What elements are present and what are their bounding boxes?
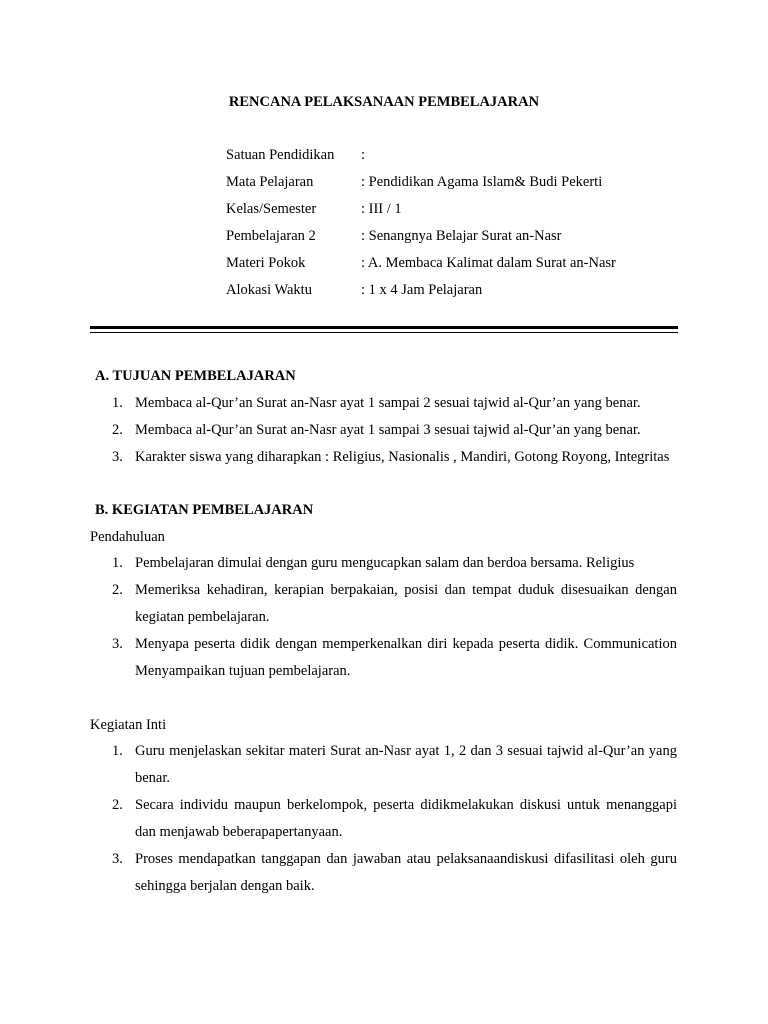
- identity-value: : III / 1: [361, 201, 402, 217]
- list-item: [0, 577, 768, 631]
- divider-thick: [90, 326, 678, 329]
- list-text: Membaca al-Qur’an Surat an-Nasr ayat 1 sampai 3 sesuai tajwid al-Qur’an yang benar.: [135, 422, 641, 438]
- identity-label: Alokasi Waktu: [226, 282, 312, 298]
- list-text: Menyapa peserta didik dengan memperkenalkan diri kepada peserta didik. Communication Menyampaikan tujuan pembelajaran.: [135, 636, 677, 679]
- list-text: Guru menjelaskan sekitar materi Surat an-Nasr ayat 1, 2 dan 3 sesuai tajwid al-Qur’an yang benar.: [135, 743, 677, 786]
- pendahuluan-list: [0, 550, 768, 685]
- list-item: [0, 444, 768, 471]
- identity-row-kelas: [226, 200, 616, 227]
- identity-label: Kelas/Semester: [226, 201, 317, 217]
- identity-value: : 1 x 4 Jam Pelajaran: [361, 282, 483, 298]
- list-number: 1.: [112, 555, 123, 571]
- list-number: 3.: [112, 449, 123, 465]
- divider-thin: [90, 332, 678, 333]
- list-number: 2.: [112, 582, 123, 598]
- list-number: 2.: [112, 797, 123, 813]
- identity-table: [226, 146, 616, 308]
- identity-row-alokasi: [226, 281, 616, 308]
- identity-label: Mata Pelajaran: [226, 174, 314, 190]
- identity-row-mapel: [226, 173, 616, 200]
- list-number: 1.: [112, 395, 123, 411]
- identity-label: Materi Pokok: [226, 255, 306, 271]
- list-item: [0, 631, 768, 685]
- list-text: Karakter siswa yang diharapkan : Religius, Nasionalis , Mandiri, Gotong Royong, Integritas: [135, 449, 670, 465]
- pendahuluan-label: Pendahuluan: [90, 529, 165, 545]
- kegiatan-inti-label: Kegiatan Inti: [90, 717, 167, 733]
- list-item: [0, 846, 768, 900]
- section-a-heading: A. TUJUAN PEMBELAJARAN: [95, 368, 296, 384]
- section-b-heading: B. KEGIATAN PEMBELAJARAN: [95, 502, 314, 518]
- list-number: 3.: [112, 851, 123, 867]
- list-number: 1.: [112, 743, 123, 759]
- identity-value: : Senangnya Belajar Surat an-Nasr: [361, 228, 562, 244]
- list-item: [0, 738, 768, 792]
- kegiatan-inti-list: [0, 738, 768, 900]
- identity-value: :: [361, 147, 366, 163]
- identity-row-satuan: [226, 146, 616, 173]
- identity-value: : Pendidikan Agama Islam& Budi Pekerti: [361, 174, 603, 190]
- list-number: 3.: [112, 636, 123, 652]
- identity-label: Satuan Pendidikan: [226, 147, 335, 163]
- list-text: Proses mendapatkan tanggapan dan jawaban atau pelaksanaandiskusi difasilitasi oleh guru sehingga berjalan dengan baik.: [135, 851, 677, 894]
- list-text: Memeriksa kehadiran, kerapian berpakaian, posisi dan tempat duduk disesuaikan dengan kegiatan pembelajaran.: [135, 582, 677, 625]
- section-a-list: [0, 390, 768, 471]
- list-item: [0, 417, 768, 444]
- list-text: Secara individu maupun berkelompok, peserta didikmelakukan diskusi untuk menanggapi dan menjawab beberapapertanyaan.: [135, 797, 677, 840]
- identity-row-materi: [226, 254, 616, 281]
- list-text: Pembelajaran dimulai dengan guru mengucapkan salam dan berdoa bersama. Religius: [135, 555, 635, 571]
- identity-value: : A. Membaca Kalimat dalam Surat an-Nasr: [361, 255, 616, 271]
- list-item: [0, 390, 768, 417]
- document-title: RENCANA PELAKSANAAN PEMBELAJARAN: [228, 94, 540, 110]
- identity-row-pembelajaran: [226, 227, 616, 254]
- list-item: [0, 792, 768, 846]
- list-text: Membaca al-Qur’an Surat an-Nasr ayat 1 sampai 2 sesuai tajwid al-Qur’an yang benar.: [135, 395, 641, 411]
- identity-label: Pembelajaran 2: [226, 228, 316, 244]
- list-number: 2.: [112, 422, 123, 438]
- list-item: [0, 550, 768, 577]
